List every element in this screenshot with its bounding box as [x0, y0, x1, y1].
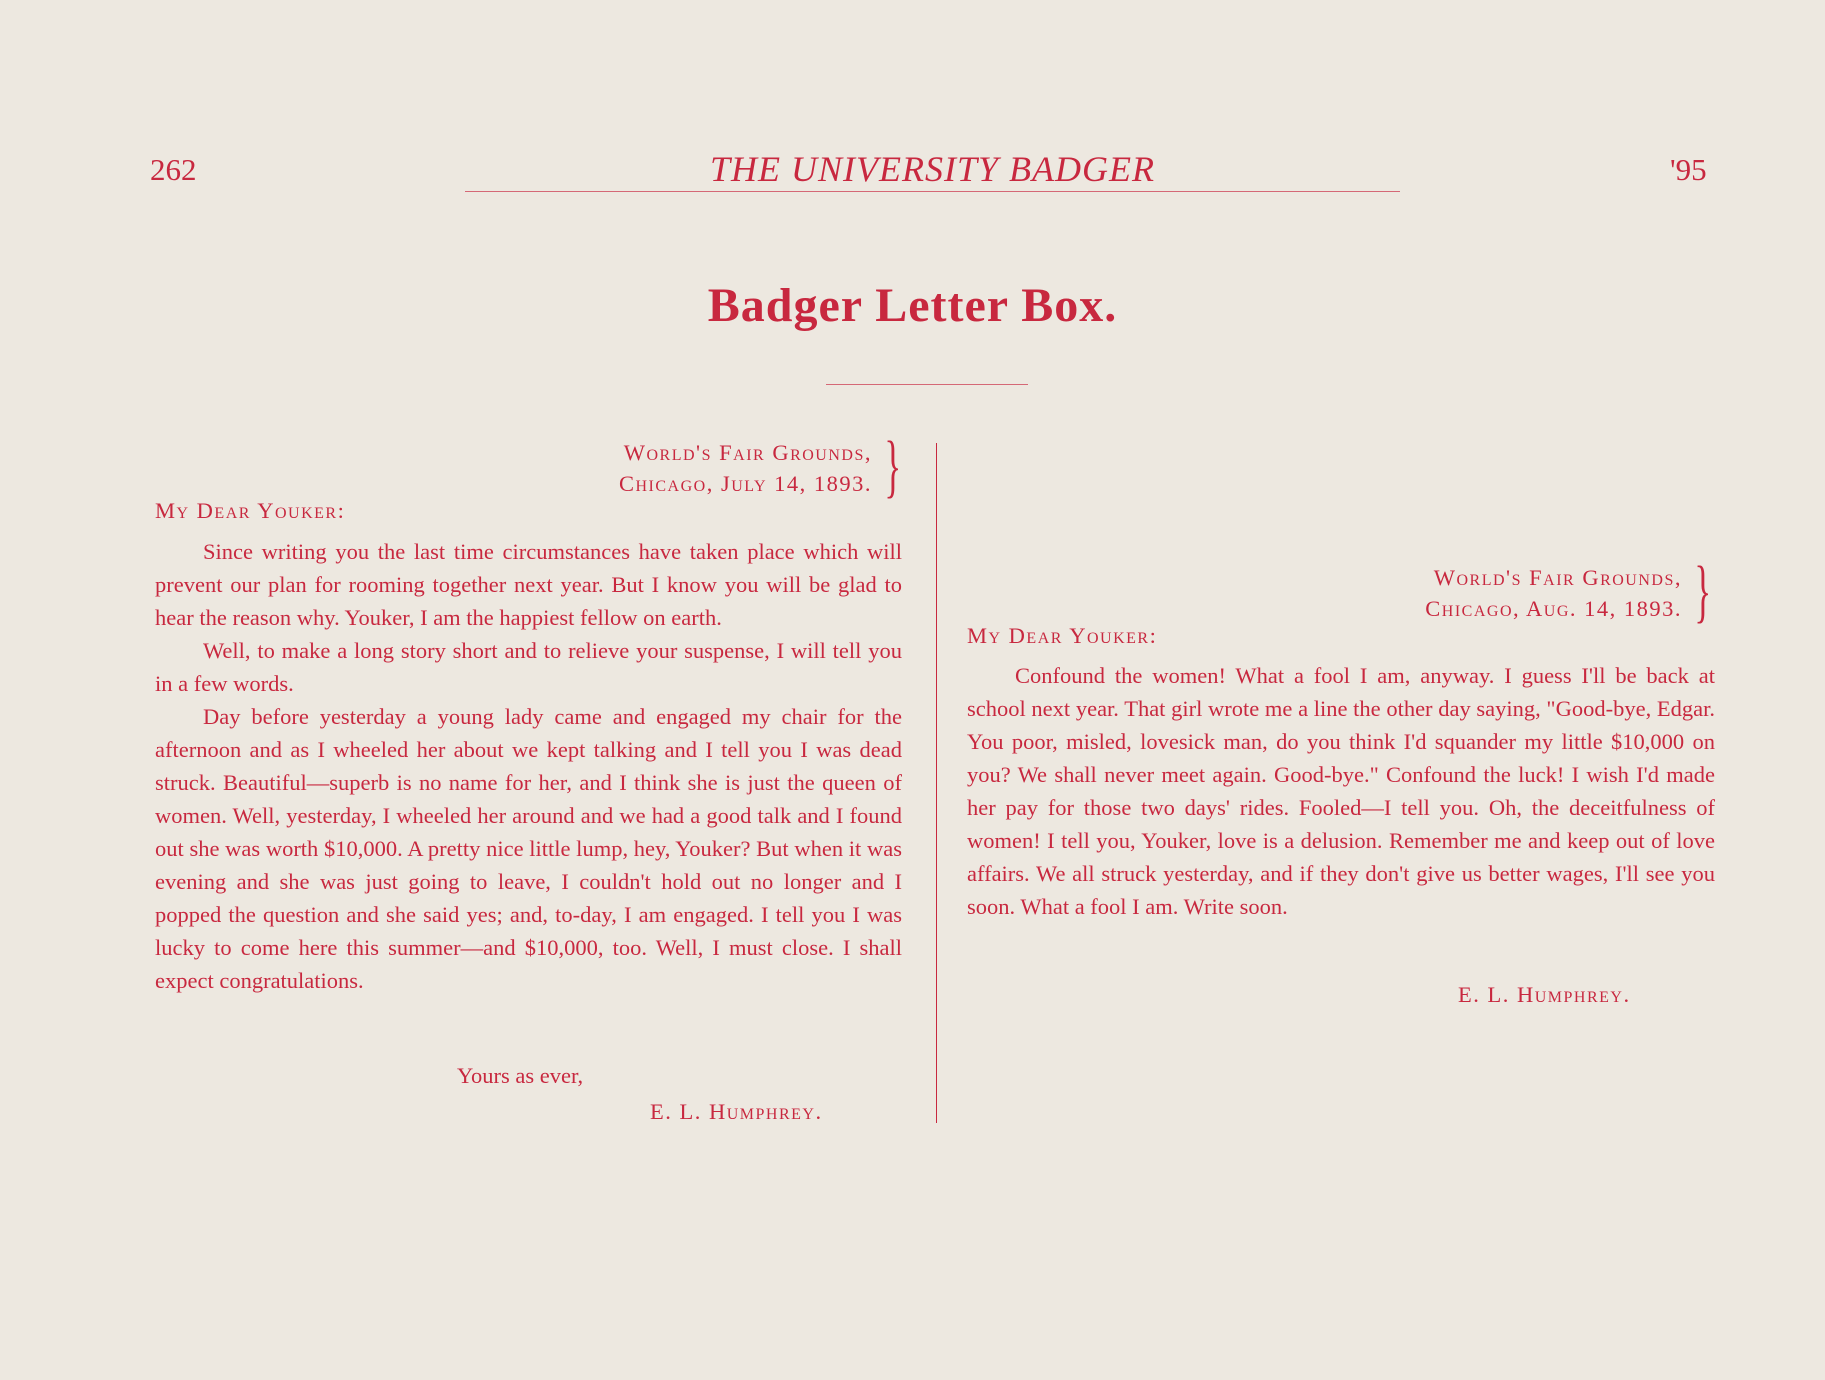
column-divider — [936, 443, 937, 1123]
running-title: THE UNIVERSITY BADGER — [710, 149, 1155, 189]
letter-1-body — [155, 535, 902, 997]
letter-2-dateline — [1330, 562, 1682, 624]
page-number: 262 — [150, 152, 197, 187]
letter-1-paragraph: Day before yesterday a young lady came and engaged my chair for the afternoon and as I wheeled her about we kept talking and I tell you I was dead struck. Beautiful—superb is no name for her, and I think she is just the queen of women. Well, yesterday, I wheeled her around and we had a good talk and I found out she was worth $10,000. A pretty nice little lump, hey, Youker? But when it was evening and she was just going to leave, I couldn't hold out no longer and I popped the question and she said yes; and, to-day, I am engaged. I tell you I was lucky to come here this summer—and $10,000, too. Well, I must close. I shall expect congratulations. — [155, 704, 902, 993]
letter-2-paragraph: Confound the women! What a fool I am, anyway. I guess I'll be back at school next year. That girl wrote me a line the other day saying, "Good-bye, Edgar. You poor, misled, lovesick man, do you think I'd squander my little $10,000 on you? We shall never meet again. Good-bye." Confound the luck! I wish I'd made her pay for those two days' rides. Fooled—I tell you. Oh, the deceitfulness of women! I tell you, Youker, love is a delusion. Remember me and keep out of love affairs. We all struck yesterday, and if they don't give us better wages, I'll see you soon. What a fool I am. Write soon. — [967, 663, 1715, 919]
letter-1-salutation: My Dear Youker: — [155, 498, 346, 523]
letter-1-dateline-date: Chicago, July 14, 1893. — [618, 471, 872, 496]
letter-2-signature: E. L. Humphrey. — [1458, 982, 1631, 1007]
class-year: '95 — [1670, 152, 1707, 187]
letter-1-paragraph: Since writing you the last time circumstances have taken place which will prevent our plan for rooming together next year. But I know you will be glad to hear the reason why. Youker, I am the happiest fellow on earth. — [155, 539, 902, 630]
header-rule — [465, 191, 1400, 192]
letter-1-closing: Yours as ever, — [457, 1063, 584, 1088]
letter-1-signature: E. L. Humphrey. — [650, 1099, 823, 1124]
page-title: Badger Letter Box. — [707, 279, 1118, 332]
letter-2-brace-icon: } — [1694, 553, 1712, 630]
letter-1-brace-icon: } — [884, 428, 902, 505]
letter-1-dateline-place: World's Fair Grounds, — [623, 440, 872, 465]
letter-1-paragraph: Well, to make a long story short and to relieve your suspense, I will tell you in a few words. — [155, 638, 902, 696]
letter-2-salutation: My Dear Youker: — [967, 623, 1158, 648]
title-rule — [826, 384, 1028, 385]
letter-1-dateline — [520, 437, 872, 499]
letter-2-dateline-date: Chicago, Aug. 14, 1893. — [1425, 596, 1682, 621]
letter-2-dateline-place: World's Fair Grounds, — [1433, 565, 1682, 590]
letter-2-body — [967, 659, 1715, 923]
